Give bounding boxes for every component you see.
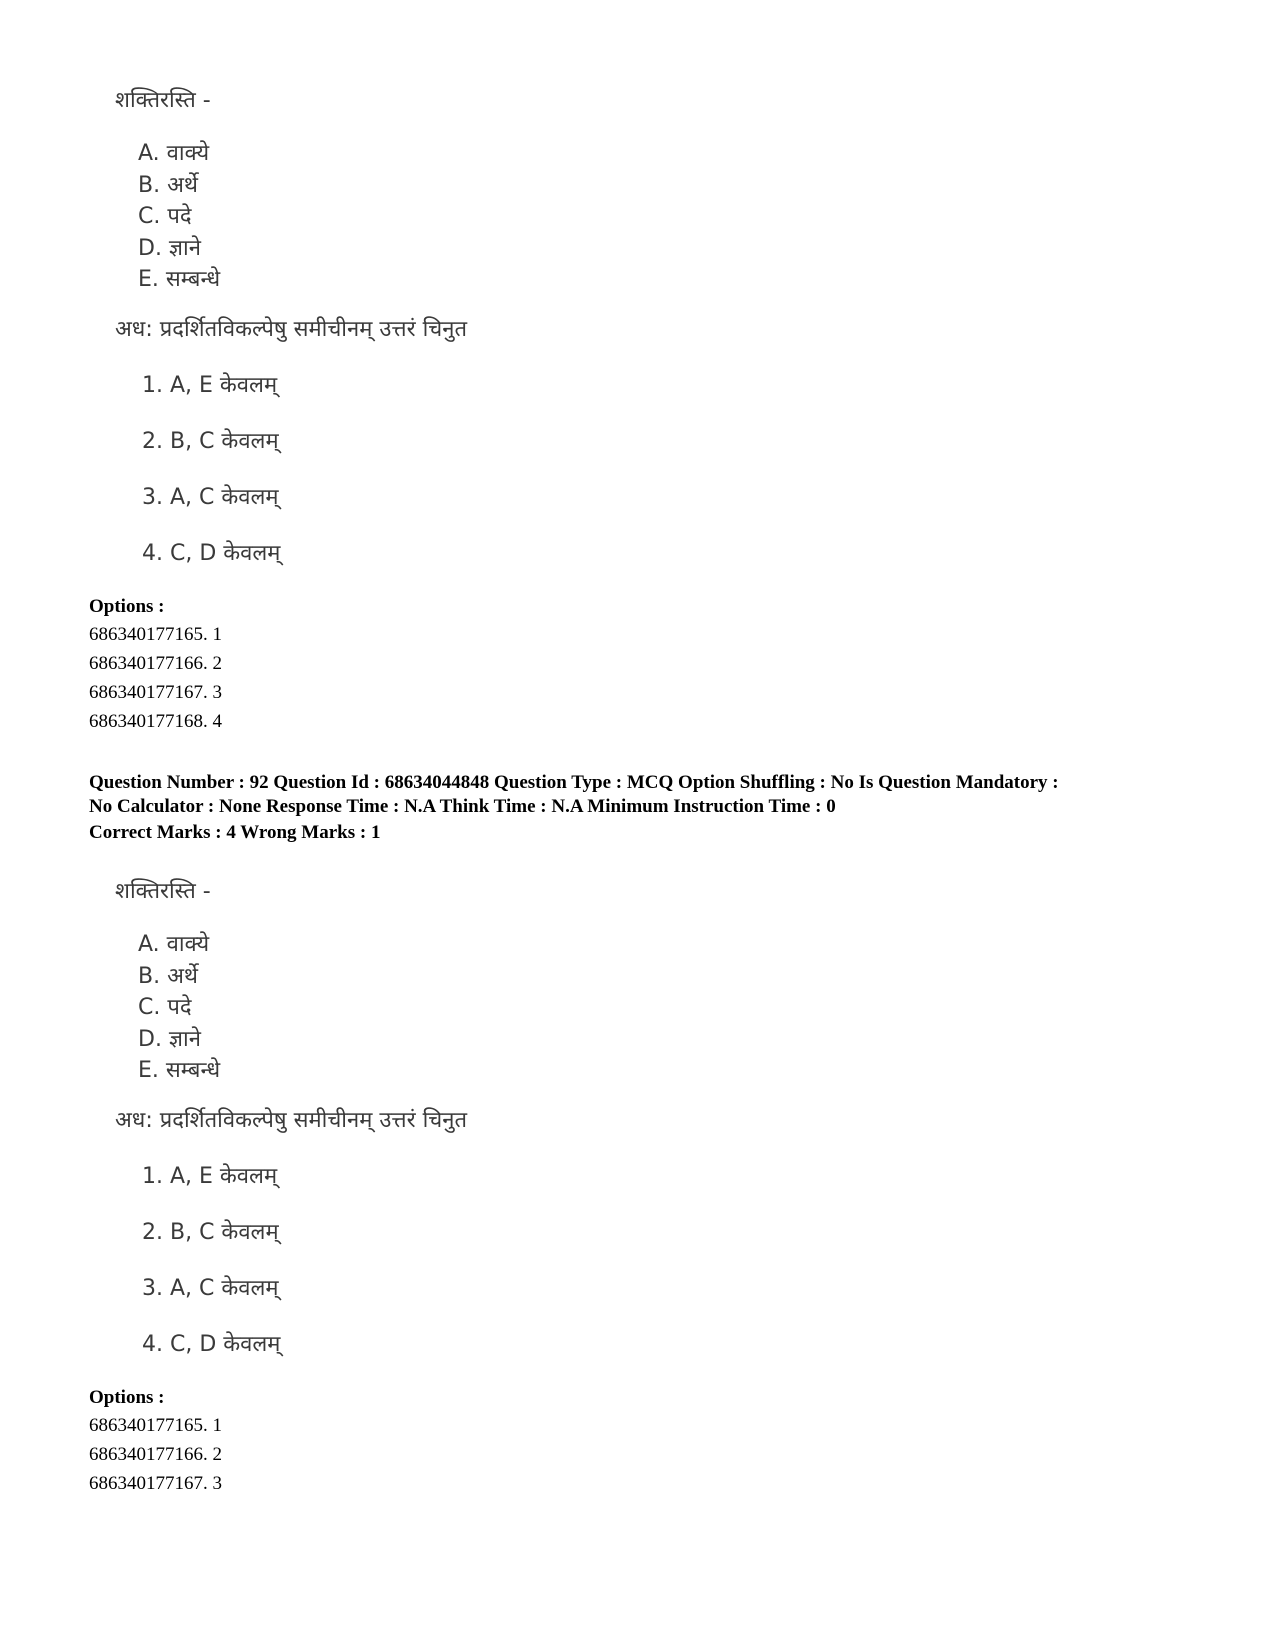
sub-option: D. ज्ञाने [138, 235, 201, 261]
question-meta-line: No Calculator : None Response Time : N.A Think Time : N.A Minimum Instruction Time : 0 [89, 796, 836, 817]
option-item: 686340177165. 1 [89, 624, 222, 645]
sub-option: C. पदे [138, 995, 192, 1020]
question-stem: शक्तिरस्ति - [115, 88, 211, 113]
answer-choice: 4. C, D केवलम् [142, 541, 281, 566]
answer-choice: 2. B, C केवलम् [142, 429, 279, 454]
sub-option: A. वाक्ये [138, 141, 210, 166]
option-item: 686340177168. 4 [89, 711, 222, 732]
sub-option-list [138, 138, 220, 296]
question-meta-line: Question Number : 92 Question Id : 68634044848 Question Type : MCQ Option Shuffling : No Is Question Mandatory : [89, 772, 1059, 793]
options-label: Options : [89, 1387, 165, 1408]
options-list [89, 620, 222, 736]
answer-choice: 4. C, D केवलम् [142, 1332, 281, 1357]
sub-option: A. वाक्ये [138, 932, 210, 957]
option-item: 686340177166. 2 [89, 653, 222, 674]
option-item: 686340177166. 2 [89, 1444, 222, 1465]
question-stem: शक्तिरस्ति - [115, 879, 211, 904]
sub-option: B. अर्थे [138, 172, 198, 198]
options-list [89, 1411, 222, 1498]
sub-option: D. ज्ञाने [138, 1026, 201, 1052]
sub-option-list [138, 929, 220, 1087]
question-instruction: अध: प्रदर्शितविकल्पेषु समीचीनम् उत्तरं चिनुत [115, 317, 468, 342]
sub-option: E. सम्बन्धे [138, 1058, 221, 1083]
option-item: 686340177167. 3 [89, 682, 222, 703]
answer-choice: 1. A, E केवलम् [142, 1164, 278, 1189]
question-marks: Correct Marks : 4 Wrong Marks : 1 [89, 822, 381, 843]
question-meta [89, 771, 1059, 819]
sub-option: E. सम्बन्धे [138, 267, 221, 292]
answer-choice: 3. A, C केवलम् [142, 485, 279, 510]
question-instruction: अध: प्रदर्शितविकल्पेषु समीचीनम् उत्तरं चिनुत [115, 1108, 468, 1133]
options-label: Options : [89, 596, 165, 617]
option-item: 686340177165. 1 [89, 1415, 222, 1436]
option-item: 686340177167. 3 [89, 1473, 222, 1494]
sub-option: B. अर्थे [138, 963, 198, 989]
answer-choice: 3. A, C केवलम् [142, 1276, 279, 1301]
sub-option: C. पदे [138, 204, 192, 229]
answer-choice: 1. A, E केवलम् [142, 373, 278, 398]
answer-choice: 2. B, C केवलम् [142, 1220, 279, 1245]
